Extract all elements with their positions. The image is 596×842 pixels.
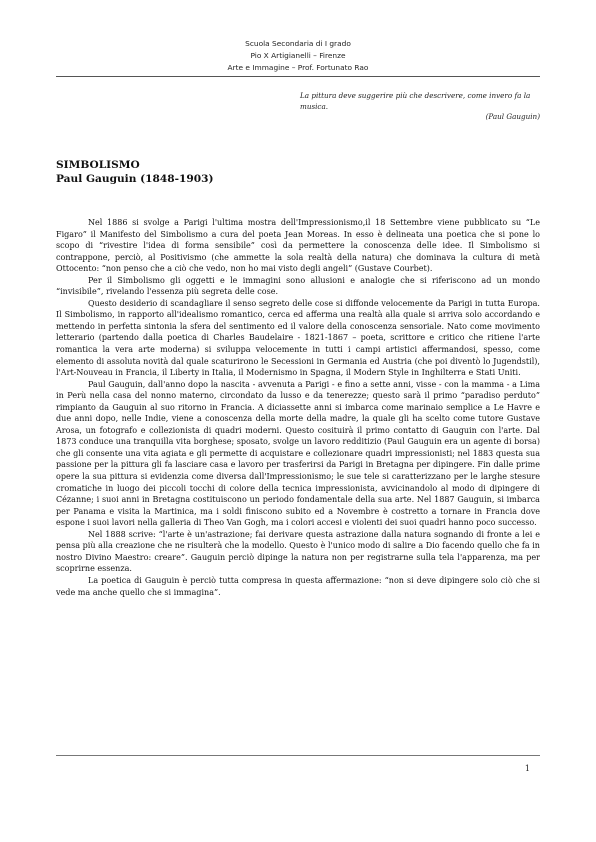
footer-divider bbox=[56, 755, 540, 756]
paragraph-3: Questo desiderio di scandagliare il senso segreto delle cose si diffonde velocemente da Parigi in tutta Europa. Il Simbolismo, in rapporto all'idealismo romantico, cerca ed afferma una realtà alla quale si arriva solo accordando e mettendo in perfetta sintonia la sfera del sentimento ed il valore della conoscenza sensoriale. Nato come movimento letterario (partendo dalla poetica di Charles Baudelaire - 1821-1867 – poeta, scrittore e critico che ritiene l'arte romantica la vera arte moderna) si sviluppa velocemente in tutti i campi artistici affermandosi, spesso, come elemento di assoluta novità dal quale scaturirono le Secessioni in Germania ed Austria (che poi diventò lo Jugendstil), l'Art-Nouveau in Francia, il Liberty in Italia, il Modernismo in Spagna, il Modern Style in Inghilterra e Stati Uniti. bbox=[56, 298, 540, 378]
epigraph-text: La pittura deve suggerire più che descrivere, come invero fa la musica. bbox=[300, 91, 531, 111]
document-title bbox=[56, 158, 356, 186]
header-institute: Pio X Artigianelli – Firenze bbox=[250, 51, 346, 60]
paragraph-1: Nel 1886 si svolge a Parigi l'ultima mostra dell'Impressionismo,il 18 Settembre viene pubblicato su “Le Figaro” il Manifesto del Simbolismo a cura del poeta Jean Moreas. In esso è delineata una poetica che si pone lo scopo di “rivestire l'idea di forma sensibile” così da permettere la conoscenza delle idee. Il Simbolismo si contrappone, perciò, al Positivismo (che ammette la sola realtà della natura) che dominava la cultura di metà Ottocento: “non penso che a ciò che vedo, non ho mai visto degli angeli” (Gustave Courbet). bbox=[56, 218, 540, 274]
page-header bbox=[0, 38, 596, 74]
paragraph-4: Paul Gauguin, dall'anno dopo la nascita - avvenuta a Parigi - e fino a sette anni, visse - con la mamma - a Lima in Perù nella casa del nonno materno, circondato da lusso e da tenerezze; questo sarà il primo “paradiso perduto” rimpianto da Gauguin al suo ritorno in Francia. A diciassette anni si imbarca come marinaio semplice a Le Havre e due anni dopo, nelle Indie, viene a conoscenza della morte della madre, la quale gli ha scelto come tutore Gustave Arosa, un fotografo e collezionista di quadri moderni. Questo cosituirà il primo contatto di Gauguin con l'arte. Dal 1873 conduce una tranquilla vita borghese; sposato, svolge un lavoro redditizio (Paul Gauguin era un agente di borsa) che gli consente una vita agiata e gli permette di acquistare e collezionare quadri impressionisti; nel 1883 questa sua passione per la pittura gli fa lasciare casa e lavoro per trasferirsi da Parigi in Bretagna per dipingere. Fin dalle prime opere la sua pittura si evidenzia come diversa dall'Impressionismo; le sue tele si caratterizzano per le larghe stesure cromatiche in luogo dei piccoli tocchi di colore della tecnica impressionista, avvicinandolo al modo di dipingere di Cézanne; i suoi anni in Bretagna costituiscono un periodo fondamentale della sua arte. Nel 1887 Gauguin, si imbarca per Panama e visita la Martinica, ma i soldi finiscono subito ed a Novembre è costretto a tornare in Francia dove espone i suoi lavori nella galleria di Theo Van Gogh, ma i colori accesi e violenti dei suoi quadri hanno poco successo. bbox=[56, 379, 540, 528]
epigraph bbox=[300, 91, 540, 123]
paragraph-6: La poetica di Gauguin è perciò tutta compresa in questa affermazione: “non si deve dipingere solo ciò che si vede ma anche quello che si immagina”. bbox=[56, 575, 540, 597]
paragraph-2: Per il Simbolismo gli oggetti e le immagini sono allusioni e analogie che si riferiscono ad un mondo “invisibile”, rivelando l'essenza più segreta delle cose. bbox=[56, 275, 540, 297]
header-school: Scuola Secondaria di I grado bbox=[245, 39, 351, 48]
page-number: 1 bbox=[524, 764, 530, 773]
body-text bbox=[56, 217, 540, 598]
epigraph-author: (Paul Gauguin) bbox=[485, 112, 540, 122]
header-course: Arte e Immagine – Prof. Fortunato Rao bbox=[227, 63, 369, 72]
paragraph-5: Nel 1888 scrive: “l'arte è un'astrazione; fai derivare questa astrazione dalla natura sognando di fronte a lei e pensa più alla creazione che ne risulterà che la modello. Questo è l'unico modo di salire a Dio facendo quello che fa in nostro Divino Maestro: creare”. Gauguin perciò dipinge la natura non per registrarne sulla tela l'apparenza, ma per scoprirne essenza. bbox=[56, 529, 540, 574]
title-artist: Paul Gauguin (1848-1903) bbox=[56, 173, 214, 185]
title-movement: SIMBOLISMO bbox=[56, 159, 140, 171]
header-divider bbox=[56, 76, 540, 77]
